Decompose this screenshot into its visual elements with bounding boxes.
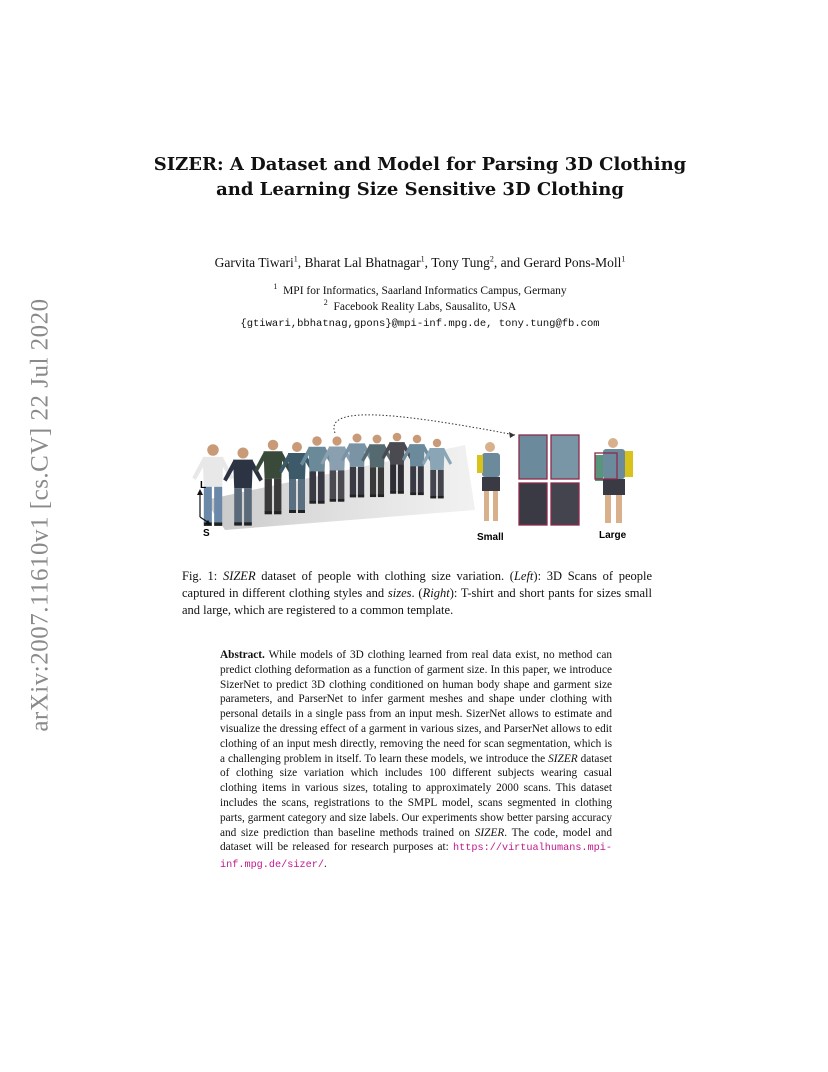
dotted-arrow — [334, 415, 515, 435]
email-line — [130, 315, 710, 332]
caption-text: ): T-shirt and short pants for sizes small and large, which are registered to a common template. — [182, 586, 652, 617]
figure-caption — [182, 568, 652, 619]
author-name: Garvita Tiwari — [214, 255, 294, 270]
caption-text: dataset of people with clothing size variation. ( — [255, 569, 514, 583]
caption-dataset-name: SIZER — [222, 569, 256, 583]
figure-small — [477, 442, 500, 521]
abstract-label: Abstract. — [220, 649, 265, 661]
figure-1 — [185, 405, 650, 545]
garment-panel — [477, 435, 633, 543]
abstract-text: . The code, model and dataset will be released for research purposes at: — [220, 826, 612, 854]
arrow-head — [509, 432, 515, 438]
affil-mark: 2 — [323, 298, 328, 308]
author-name: Gerard Pons-Moll — [523, 255, 622, 270]
label-small: Small — [477, 532, 504, 543]
arxiv-id-text: arXiv:2007.11610v1 [cs.CV] 22 Jul 2020 — [27, 298, 55, 732]
figure-large — [595, 438, 633, 523]
axis-label-large: L — [200, 480, 207, 491]
caption-text: ): 3D Scans of people captured in different clothing styles and — [182, 569, 653, 600]
affiliation-text: Facebook Reality Labs, Sausalito, USA — [333, 301, 517, 313]
caption-text: . ( — [411, 586, 423, 600]
author-affil-mark: 1 — [621, 254, 626, 264]
author-name: Tony Tung — [431, 255, 490, 270]
author-affil-mark: 1 — [293, 254, 298, 264]
arxiv-identifier — [16, 300, 66, 730]
label-large: Large — [599, 530, 627, 541]
affiliation-line — [130, 283, 710, 299]
affiliations — [130, 283, 710, 332]
axis-label-small: S — [203, 528, 210, 539]
author-name: Bharat Lal Bhatnagar — [304, 255, 421, 270]
affil-mark: 1 — [273, 282, 278, 292]
garment-boxes — [519, 435, 579, 525]
affiliation-text: MPI for Informatics, Saarland Informatics Campus, Germany — [283, 285, 567, 297]
abstract-text: dataset of clothing size variation which includes 100 different subjects wearing casual clothing items in various sizes, totaling to approximately 2000 scans. This dataset includes the scans, registrations to the SMPL model, scans segmented in clothing parts, garment category and size labels. Our experiments show better parsing accuracy and size prediction than baseline methods trained on — [220, 752, 612, 839]
abstract-text: While models of 3D clothing learned from real data exist, no method can predict clothing deformation as a function of garment size. In this paper, we introduce SizerNet to predict 3D clothing conditioned on human body shape and garment size parameters, and ParserNet to infer garment meshes and shape under clothing with personal details in a single pass from an input mesh. SizerNet allows to estimate and visualize the dressing effect of a garment in various sizes, and ParserNet allows to edit clothing of an input mesh directly, removing the need for scan segmentation, which is a challenging problem in itself. To learn these models, we introduce the — [220, 649, 612, 765]
author-affil-mark: 2 — [489, 254, 494, 264]
affiliation-line — [130, 299, 710, 315]
figure-illustration — [185, 405, 650, 545]
author-affil-mark: 1 — [420, 254, 425, 264]
abstract-dataset-name: SIZER — [474, 826, 505, 839]
caption-left: Left — [513, 569, 534, 583]
caption-label: Fig. 1: — [182, 569, 218, 583]
caption-sizes: sizes — [387, 586, 412, 600]
project-url-link[interactable]: https://virtualhumans.mpi-inf.mpg.de/sizer/ — [220, 843, 612, 872]
paper-title: SIZER: A Dataset and Model for Parsing 3D Clothing and Learning Size Sensitive 3D Clothing — [153, 154, 687, 200]
abstract — [220, 648, 612, 874]
author-list: Garvita Tiwari$^1$, Bharat Lal Bhatnagar$^1$, Tony Tung$^2$, and Gerard Pons-Moll$^1$ — [214, 254, 626, 270]
email-addresses: {gtiwari,bbhatnag,gpons}@mpi-inf.mpg.de, tony.tung@fb.com — [240, 318, 600, 330]
abstract-dataset-name: SIZER — [548, 752, 578, 765]
caption-right: Right — [422, 586, 450, 600]
abstract-text: . — [323, 858, 327, 871]
